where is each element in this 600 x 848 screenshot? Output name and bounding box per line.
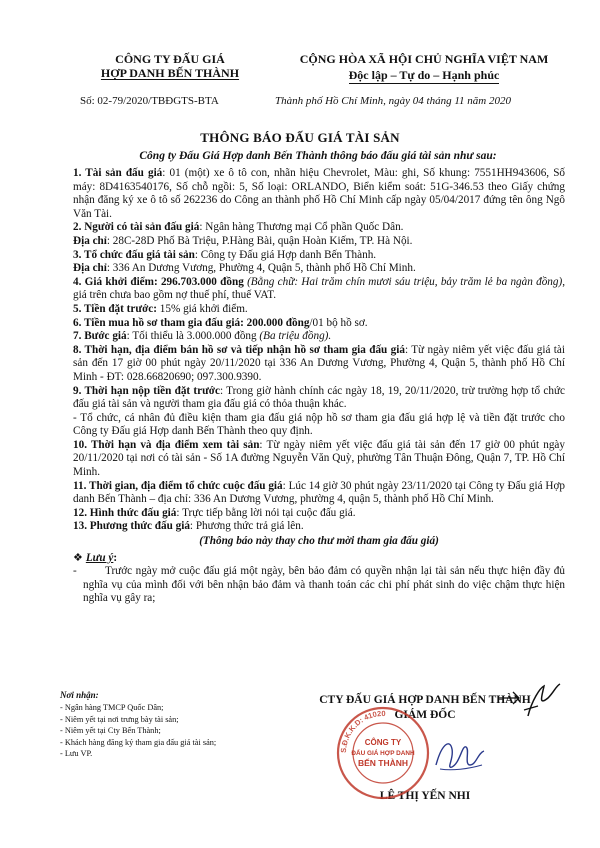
item-2-address: Địa chỉ: 28C-28D Phố Bà Triệu, P.Hàng Bài, quận Hoàn Kiếm, TP. Hà Nội. xyxy=(73,234,413,247)
item-10: 10. Thời hạn và địa điểm xem tài sản: Từ ngày niêm yết việc đấu giá tài sản đến 17 giờ 00 phút ngày 20/11/2020 tại nơi có tài sản - Số 1A đường Nguyễn Văn Quỳ, phường Tân Thuận Đông, Quận 7, TP. Hồ Chí Minh. xyxy=(73,438,565,479)
item-9-extra: - Tổ chức, cá nhân đủ điều kiện tham gia đấu giá nộp hồ sơ tham gia đấu giá hợp lệ và tiền đặt trước cho Công ty Đấu giá Hợp danh Bến Thành theo quy định. xyxy=(73,411,565,438)
dash-bullet: - xyxy=(73,565,77,578)
note-heading: ❖ Lưu ý: xyxy=(73,551,118,564)
recipient-item: - Niêm yết tại nơi trưng bày tài sản; xyxy=(60,714,179,724)
seal-line3: BẾN THÀNH xyxy=(357,758,409,768)
recipients-block xyxy=(60,690,270,759)
nation-title: CỘNG HÒA XÃ HỘI CHỦ NGHĨA VIỆT NAM xyxy=(299,52,549,66)
item-11: 11. Thời gian, địa điểm tổ chức cuộc đấu giá: Lúc 14 giờ 30 phút ngày 23/11/2020 tại Công ty Đấu giá Hợp danh Bến Thành – địa chỉ: 336 An Dương Vương, phường 4, quận 5, thành phố Hồ Chí Minh. xyxy=(73,479,565,506)
item-4: 4. Giá khởi điểm: 296.703.000 đồng (Bằng chữ: Hai trăm chín mươi sáu triệu, bảy trăm lẻ ba ngàn đồng), giá trên chưa bao gồm nợ thuế phí, thuế VAT. xyxy=(73,275,565,302)
seal-line1: CÔNG TY xyxy=(364,738,402,747)
bullet-diamond-icon: ❖ xyxy=(73,551,86,564)
item-5: 5. Tiền đặt trước: 15% giá khởi điểm. xyxy=(73,302,248,315)
issuer-name-line2: HỢP DANH BẾN THÀNH xyxy=(100,66,240,80)
company-seal-stamp xyxy=(335,705,431,801)
item-7: 7. Bước giá: Tối thiểu là 3.000.000 đồng (Ba triệu đồng). xyxy=(73,330,332,343)
item-2: 2. Người có tài sản đấu giá: Ngân hàng Thương mại Cổ phần Quốc Dân. xyxy=(73,221,404,234)
recipient-item: - Niêm yết tại Cty Bến Thành; xyxy=(60,726,161,736)
item-1: 1. Tài sản đấu giá: 01 (một) xe ô tô con, nhãn hiệu Chevrolet, Màu: ghi, Số khung: 7551HH943606, Số máy: 8D4163540176, Số chỗ ngồi: 5, Số loại: ORLANDO, Biển kiểm soát: 51G-346.53 theo Giấy chứng nhận đăng ký xe ô tô số 262236 do Công an thành phố Hồ Chí Minh cấp ngày 05/04/2017 đứng tên ông Ngô Văn Tài. xyxy=(73,167,566,220)
recipients-title: Nơi nhận: xyxy=(60,690,99,700)
signer-company: CTY ĐẤU GIÁ HỢP DANH BẾN THÀNH xyxy=(319,694,531,706)
document-number: Số: 02-79/2020/TBĐGTS-BTA xyxy=(80,95,219,107)
intro-line: Công ty Đấu Giá Hợp danh Bến Thành thông báo đấu giá tài sản như sau: xyxy=(139,150,497,162)
recipient-item: - Khách hàng đăng ký tham gia đấu giá tài sản; xyxy=(60,737,217,747)
item-8: 8. Thời hạn, địa điểm bán hồ sơ và tiếp nhận hồ sơ tham gia đấu giá: Từ ngày niêm yết việc đấu giá tài sản đến 17 giờ 00 phút ngày 20/11/2020 tại 336 An Dương Vương, Phường 4, Quận 5, thành phố Hồ Chí Minh - ĐT: 028.66820690; 097.300.9390. xyxy=(73,343,565,383)
item-12: 12. Hình thức đấu giá: Trực tiếp bằng lời nói tại cuộc đấu giá. xyxy=(73,506,356,519)
notice-body xyxy=(73,167,565,606)
national-motto: Độc lập – Tự do – Hạnh phúc xyxy=(348,68,500,82)
handwritten-signature xyxy=(432,735,488,775)
seal-ring-text: S.Đ.K.K.D: 41020 xyxy=(338,708,386,754)
place-date: Thành phố Hồ Chí Minh, ngày 04 tháng 11 năm 2020 xyxy=(275,95,511,107)
signer-name: LÊ THỊ YẾN NHI xyxy=(379,790,471,802)
signer-role: GIÁM ĐỐC xyxy=(394,709,456,721)
document-title: THÔNG BÁO ĐẤU GIÁ TÀI SẢN xyxy=(200,130,400,145)
item-9: 9. Thời hạn nộp tiền đặt trước: Trong giờ hành chính các ngày 18, 19, 20/11/2020, trừ trường hợp tổ chức đấu giá tài sản và người tham gia đấu giá có thỏa thuận khác. xyxy=(73,384,565,411)
note-text: - Trước ngày mở cuộc đấu giá một ngày, bên bảo đảm có quyền nhận lại tài sản nếu thực hiện đầy đủ nghĩa vụ của mình đối với bên nhận bảo đảm và thanh toán các chi phí phát sinh do việc chậm thực hiện nghĩa vụ gây ra; xyxy=(73,565,565,605)
item-3: 3. Tổ chức đấu giá tài sản: Công ty Đấu giá Hợp danh Bến Thành. xyxy=(73,248,377,261)
item-13: 13. Phương thức đấu giá: Phương thức trả giá lên. xyxy=(73,520,304,533)
item-6: 6. Tiền mua hồ sơ tham gia đấu giá: 200.000 đồng/01 bộ hồ sơ. xyxy=(73,316,368,329)
issuer-name-line1: CÔNG TY ĐẤU GIÁ xyxy=(115,52,225,66)
recipient-item: - Ngân hàng TMCP Quốc Dân; xyxy=(60,703,164,713)
seal-line2: ĐẤU GIÁ HỢP DANH xyxy=(351,750,415,757)
issuer-block xyxy=(70,52,270,80)
closing-note: (Thông báo này thay cho thư mời tham gia đấu giá) xyxy=(199,535,439,548)
item-3-address: Địa chỉ: 336 An Dương Vương, Phường 4, Quận 5, thành phố Hồ Chí Minh. xyxy=(73,262,416,275)
national-header xyxy=(268,52,580,84)
pointer-mark xyxy=(497,686,525,706)
recipient-item: - Lưu VP. xyxy=(60,749,93,759)
